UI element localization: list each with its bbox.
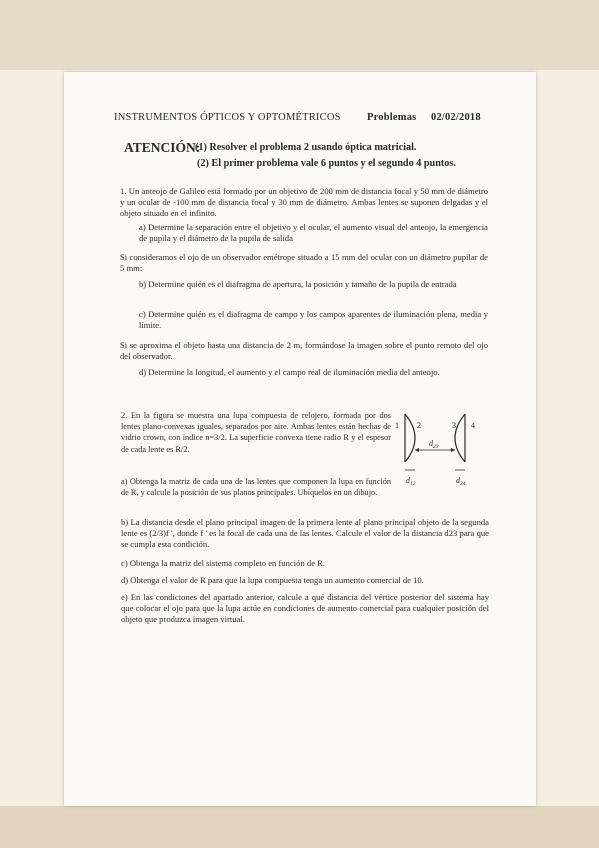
- lens-diagram: [392, 408, 492, 500]
- problem-2-part-c: c) Obtenga la matriz del sistema completo en función de R.: [121, 558, 326, 568]
- attention-note-2: (2) El primer problema vale 6 puntos y el segundo 4 puntos.: [197, 158, 456, 169]
- d23-label: $d_{23}$: [429, 439, 439, 450]
- problem-2-part-d: d) Obtenga el valor de R para que la lupa compuesta tenga un aumento comercial de 10.: [121, 575, 424, 585]
- problem-2-statement: 2. En la figura se muestra una lupa compuesta de relojero, formada por dos lentes plano-convexas iguales, separados por aire. Ambas lentes están hechas de vidrio crown, con índice n=3/2. La superficie convexa tiene radio R y el espesor de cada lente es R/2.: [121, 411, 391, 454]
- exam-sheet: [64, 72, 536, 806]
- problem-1-part-b: b) Determine quién es el diafragma de apertura, la posición y tamaño de la pupila de entrada: [139, 279, 457, 289]
- background-top: [0, 0, 599, 70]
- problem-1-part-c: c) Determine quién es el diafragma de campo y los campos aparentes de iluminación plena, media y límite.: [139, 309, 488, 331]
- d12-label: $d_{12}$: [406, 476, 416, 487]
- surface-label-1: 1: [395, 421, 399, 430]
- problem-1-part-a: a) Determine la separación entre el objetivo y el ocular, el aumento visual del anteojo, la emergencia de pupila y el diámetro de la pupila de salida: [139, 222, 488, 244]
- problem-1-context-eye: Si consideramos el ojo de un observador emétrope situado a 15 mm del ocular con un diámetro pupilar de 5 mm:: [120, 252, 488, 274]
- lens-2-convex-surface: [455, 414, 465, 462]
- exam-date: 02/02/2018: [431, 112, 481, 123]
- surface-label-3: 3: [452, 421, 456, 430]
- lens-1-convex-surface: [405, 414, 415, 462]
- problem-1-part-d: d) Determine la longitud, el aumento y el campo real de iluminación media del anteojo.: [139, 367, 440, 377]
- problem-2-part-e: e) En las condiciones del apartado anterior, calcule a qué distancia del vértice posterior del sistema hay que colocar el ojo para que la lupa actúe en condiciones de aumento comercial para cualquier posición del objeto que produzca imagen virtual.: [121, 592, 489, 625]
- attention-label: ATENCIÓN:: [124, 140, 201, 155]
- surface-label-4: 4: [471, 421, 475, 430]
- sheet-type: Problemas: [367, 112, 417, 123]
- background-bottom: [0, 806, 599, 848]
- problem-1-statement: 1. Un anteojo de Galileo está formado por un objetivo de 200 mm de distancia focal y 50 mm de diámetro y un ocular de -100 mm de distancia focal y 30 mm de diámetro. Ambas lentes se suponen delgadas y el objeto situado en el infinito.: [120, 186, 488, 219]
- problem-2-part-b: b) La distancia desde el plano principal imagen de la primera lente al plano principal objeto de la segunda lente es (2/3)f ', donde f ' es la focal de cada una de las lentes. Calcule el valor de la distancia d23 para que se cumpla esta condición.: [121, 517, 489, 550]
- course-title: INSTRUMENTOS ÓPTICOS Y OPTOMÉTRICOS: [114, 112, 341, 123]
- d34-label: $d_{34}$: [456, 476, 466, 487]
- problem-1-context-near: Si se aproxima el objeto hasta una distancia de 2 m, formándose la imagen sobre el punto remoto del ojo del observador.: [120, 340, 488, 362]
- attention-note-1: (1) Resolver el problema 2 usando óptica matricial.: [195, 142, 417, 153]
- surface-label-2: 2: [417, 421, 421, 430]
- problem-2-part-a: a) Obtenga la matriz de cada una de las lentes que componen la lupa en función de R, y calcule la posición de sus planos principales. Ubíquelos en un dibujo.: [121, 477, 391, 498]
